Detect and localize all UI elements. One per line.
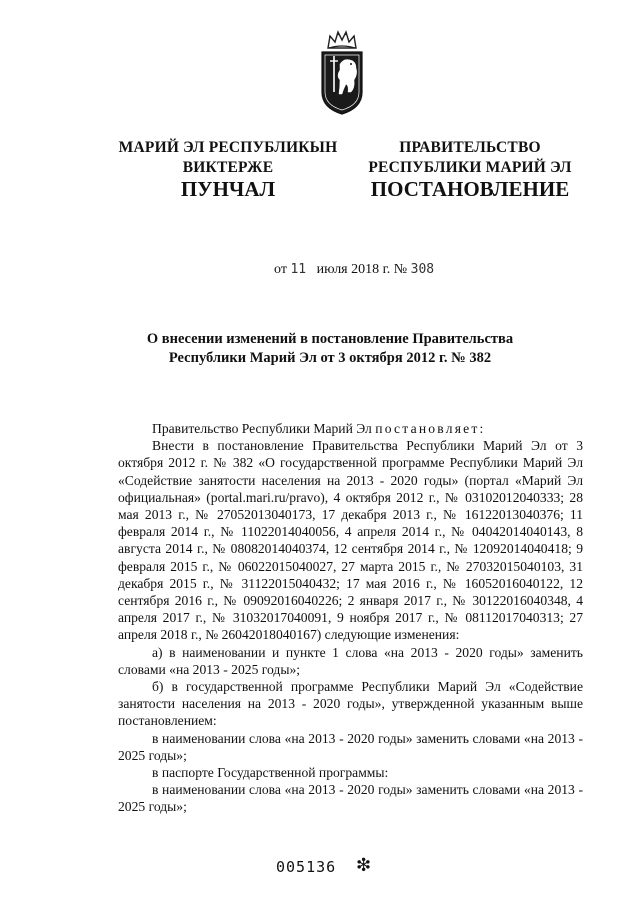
header-left-block (92, 138, 364, 178)
subject-line2: Республики Марий Эл от 3 октября 2012 г. № 382 (168, 350, 492, 366)
document-subject (120, 330, 540, 368)
body-paragraph-1: Внести в постановление Правительства Республики Марий Эл от 3 октября 2012 г. № 382 «О государственной программе Республики Марий Эл «Содействие занятости населения на 2013 - 2020 годы» (портал «Марий Эл официальная» (portal.mari.ru/pravo), 4 октября 2012 г., № 03102012040333; 28 мая 2013 г., № 27052013040173, 17 декабря 2013 г., № 16122013040376; 11 февраля 2014 г., № 11022014040056, 4 апреля 2014 г., № 04042014040143, 8 августа 2014 г., № 08082014040374, 12 сентября 2014 г., № 12092014040418; 9 февраля 2015 г., № 06022015040027, 27 марта 2015 г., № 27032015040103, 31 декабря 2015 г., № 31122015040432; 17 мая 2016 г., № 16052016040122, 12 сентября 2016 г., № 09092016040226; 2 января 2017 г., № 30122016040348, 4 апреля 2017 г., № 31032017040091, 9 ноября 2017 г., № 08112017040313; 27 апреля 2018 г., № 26042018040167) следующие изменения: (118, 438, 583, 643)
body-paragraph-2: а) в наименовании и пункте 1 слова «на 2013 - 2020 годы» заменить словами «на 2013 - 2025 годы»; (118, 644, 583, 677)
header-left-line2: ВИКТЕРЖЕ (182, 159, 274, 176)
header-right-line2: РЕСПУБЛИКИ МАРИЙ ЭЛ (368, 159, 572, 176)
body-paragraph-6: в наименовании слова «на 2013 - 2020 годы» заменить словами «на 2013 - 2025 годы»; (118, 782, 583, 815)
header-right-line1: ПРАВИТЕЛЬСТВО (399, 139, 541, 156)
asterisk-mark-icon: ❇ (356, 855, 372, 876)
header-left-line1: МАРИЙ ЭЛ РЕСПУБЛИКЫН (118, 139, 338, 156)
coat-of-arms-icon (318, 30, 366, 116)
subject-line1: О внесении изменений в постановление Правительства (146, 331, 514, 347)
header-left-title: ПУНЧАЛ (180, 177, 276, 201)
document-number: 308 (410, 262, 435, 277)
body-paragraph-4: в наименовании слова «на 2013 - 2020 годы» заменить словами «на 2013 - 2025 годы»; (118, 730, 583, 763)
header-right-block (350, 138, 590, 178)
body-paragraph-5: в паспорте Государственной программы: (152, 765, 389, 781)
intro-verb: постановляет: (375, 421, 486, 436)
body-intro (118, 420, 583, 437)
intro-text: Правительство Республики Марий Эл (152, 421, 372, 436)
document-body (118, 420, 583, 816)
date-day: 11 (290, 262, 307, 277)
body-paragraph-3: б) в государственной программе Республики Марий Эл «Содействие занятости населения на 2013 - 2020 годы», утвержденной указанным выше постановлением: (118, 679, 583, 729)
header-right-title: ПОСТАНОВЛЕНИЕ (370, 177, 570, 201)
date-line (274, 262, 434, 278)
date-prefix: от (274, 262, 287, 277)
date-month-year: июля 2018 г. № (316, 262, 408, 277)
serial-number: 005136 (276, 858, 337, 876)
